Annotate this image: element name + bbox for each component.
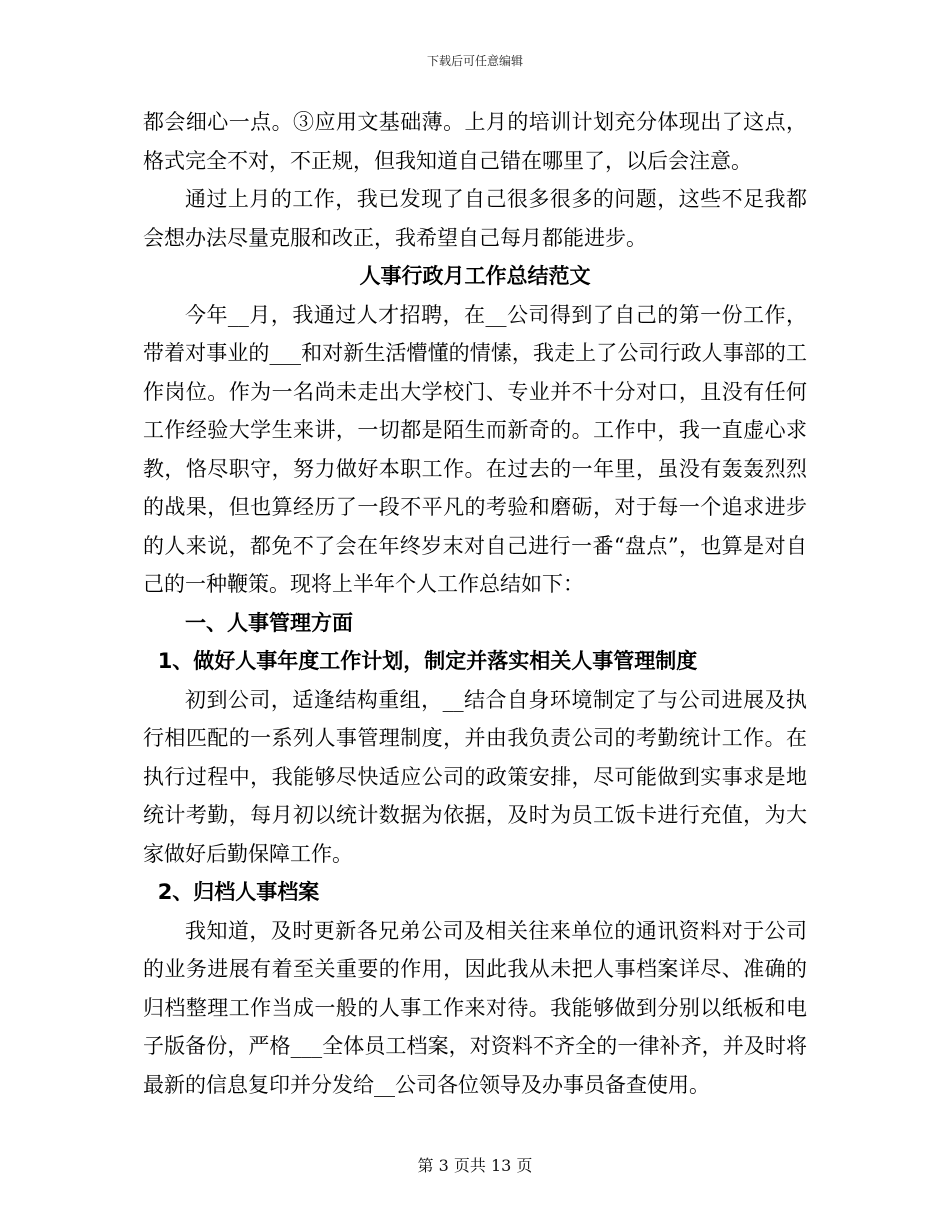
subheading-annual-plan: 1、做好人事年度工作计划，制定并落实相关人事管理制度 — [157, 649, 698, 673]
paragraph-intro: 今年__月，我通过人才招聘，在__公司得到了自己的第一份工作，带着对事业的___和对新生活懵懂的情愫，我走上了公司行政人事部的工作岗位。作为一名尚未走出大学校门、专业并不十分对口，且没有任何工作经验大学生来讲，一切都是陌生而新奇的。工作中，我一直虚心求教，恪尽职守，努力做好本职工作。在过去的一年里，虽没有轰轰烈烈的战果，但也算经历了一段不平凡的考验和磨砺，对于每一个追求进步的人来说，都免不了会在年终岁末对自己进行一番“盘点”，也算是对自己的一种鞭策。现将上半年个人工作总结如下： — [143, 302, 807, 596]
document-body — [143, 103, 807, 1104]
paragraph-annual-plan: 初到公司，适逢结构重组，__结合自身环境制定了与公司进展及执行相匹配的一系列人事管理制度，并由我负责公司的考勤统计工作。在执行过程中，我能够尽快适应公司的政策安排，尽可能做到实事求是地统计考勤，每月初以统计数据为依据，及时为员工饭卡进行充值，为大家做好后勤保障工作。 — [143, 687, 807, 866]
document-title: 人事行政月工作总结范文 — [359, 263, 591, 288]
subheading-archives: 2、归档人事档案 — [157, 880, 320, 904]
section-heading-hr-management: 一、人事管理方面 — [185, 610, 353, 635]
page-number-footer: 第 3 页共 13 页 — [417, 1156, 533, 1175]
page-header-note: 下载后可任意编辑 — [426, 54, 523, 68]
paragraph-reflection: 通过上月的工作，我已发现了自己很多很多的问题，这些不足我都会想办法尽量克服和改正，我希望自己每月都能进步。 — [143, 187, 807, 250]
paragraph-continued: 都会细心一点。③应用文基础薄。上月的培训计划充分体现出了这点，格式完全不对，不正规，但我知道自己错在哪里了，以后会注意。 — [143, 110, 807, 173]
paragraph-archives: 我知道，及时更新各兄弟公司及相关往来单位的通讯资料对于公司的业务进展有着至关重要的作用，因此我从未把人事档案详尽、准确的归档整理工作当成一般的人事工作来对待。我能够做到分别以纸板和电子版备份，严格___全体员工档案，对资料不齐全的一律补齐，并及时将最新的信息复印并分发给__公司各位领导及办事员备查使用。 — [143, 918, 807, 1097]
